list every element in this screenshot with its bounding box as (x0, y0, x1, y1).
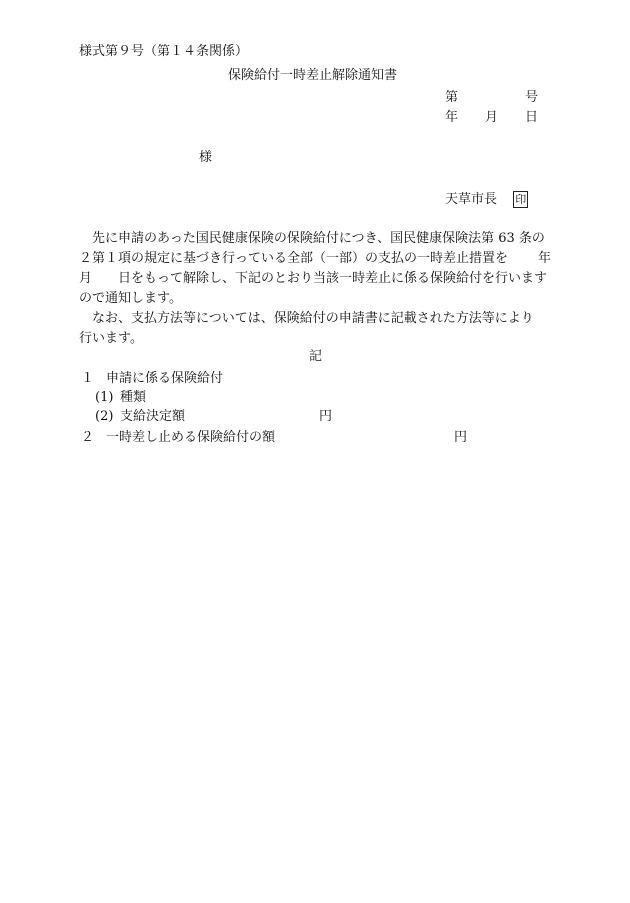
body-p1-line2: ２第１項の規定に基づき行っている全部（一部）の支払の一時差止措置を (79, 251, 509, 266)
body-p1-line1: 先に申請のあった国民健康保険の保険給付につき、国民健康保険法第 63 条の (92, 231, 545, 246)
seal-mark: 印 (515, 193, 527, 206)
item1-sub2-label: 支給決定額 (120, 409, 186, 424)
number-prefix: 第 (445, 90, 459, 105)
item2-unit: 円 (454, 430, 468, 445)
body-p1-line3: 日をもって解除し、下記のとおり当該一時差止に係る保険給付を行います (118, 271, 548, 286)
notes-heading: 記 (309, 349, 323, 364)
date-day: 日 (525, 110, 539, 125)
date-year: 年 (445, 110, 459, 125)
form-number: 様式第９号（第１４条関係） (79, 44, 249, 59)
item1-sub2-unit: 円 (319, 409, 333, 424)
number-suffix: 号 (525, 90, 539, 105)
sender-name: 天草市長 (445, 192, 498, 207)
document-title: 保険給付一時差止解除通知書 (228, 68, 398, 83)
item1-sub2-number: (2) (95, 409, 114, 424)
body-p1-year: 年 (538, 251, 552, 266)
item1-number: １ (81, 371, 95, 386)
date-month: 月 (485, 110, 499, 125)
sender-block (445, 191, 528, 208)
item2-label: 一時差し止める保険給付の額 (106, 430, 276, 445)
body-p1-month: 月 (79, 271, 93, 286)
body-p1-line4: ので通知します。 (79, 291, 182, 306)
item2-number: ２ (81, 430, 95, 445)
item1-label: 申請に係る保険給付 (106, 371, 224, 386)
body-p2-line2: 行います。 (79, 331, 143, 346)
item1-sub1-label: 種類 (120, 390, 147, 405)
body-p2-line1: なお、支払方法等については、保険給付の申請書に記載された方法等により (92, 311, 534, 326)
item1-sub1-number: (1) (95, 390, 114, 405)
addressee-honorific: 様 (199, 150, 213, 165)
